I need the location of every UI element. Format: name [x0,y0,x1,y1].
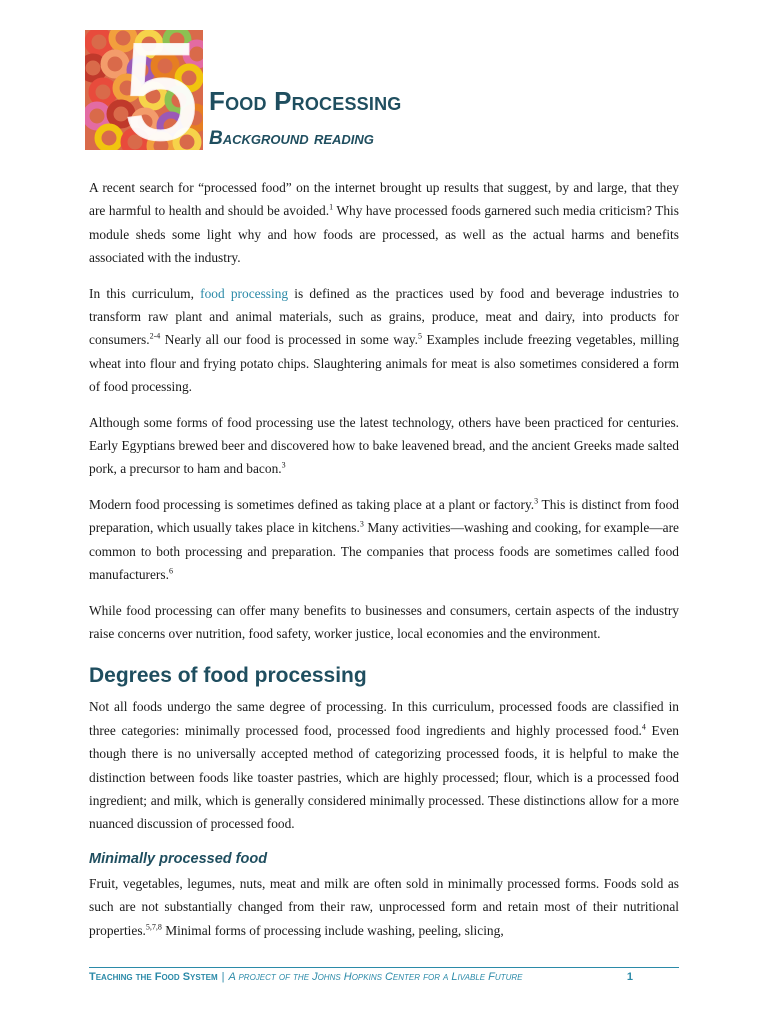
body-paragraph [89,493,679,587]
text-run: Not all foods undergo the same degree of processing. In this curriculum, processed foods are classified in three categories: minimally processed food, processed food ingredients and highly processed food. [89,699,679,738]
text-run: Why have processed foods garnered such media criticism? This module sheds some light why and how foods are processed, as well as the actual harms and benefits associated with the industry. [89,203,679,266]
citation-superscript: 5 [417,331,422,341]
body-paragraph [89,599,679,646]
text-run: This is distinct from food preparation, which usually takes place in kitchens. [89,496,679,536]
citation-superscript: 1 [329,202,334,212]
cereal-ring [92,81,114,103]
citation-superscript: 3 [281,461,286,470]
text-run: Minimal forms of processing include washing, peeling, slicing, [161,922,504,938]
chapter-subtitle: Background reading [209,128,374,149]
text-run: Many activities—washing and cooking, for example—are common to both processing and preparation. The companies that process foods are sometimes called food manufacturers. [89,520,679,583]
footer-separator: | [221,971,225,983]
body-paragraph [89,176,679,270]
body-paragraph [89,411,679,481]
subsection-heading: Minimally processed food [89,850,268,867]
citation-superscript: 4 [641,722,646,732]
intro-section [89,176,679,645]
text-run: Examples include freezing vegetables, milling wheat into flour and frying potato chips. Slaughtering animals for meat is also sometimes considered a form of food processing. [89,332,679,395]
cereal-ring [86,105,108,127]
text-run: Even though there is no universally accepted method of categorizing processed foods, it is helpful to make the distinction between foods like toaster pastries, which are highly processed; flour, which is a processed food ingredient; and milk, which is generally considered minimally processed. These distinctions allow for a more nuanced discussion of processed food. [89,722,679,832]
body-paragraph [89,282,679,399]
text-run: is defined as the practices used by food and beverage industries to transform raw plant and animal materials, such as grains, produce, meat and dairy, into products for consumers. [89,285,679,348]
text-run: Nearly all our food is processed in some way. [160,332,418,348]
citation-superscript: 6 [168,566,173,576]
footer-project-name: Teaching the Food System [89,971,218,983]
citation-superscript: 3 [534,496,539,506]
page-body [89,176,679,954]
chapter-number: 5 [123,15,200,169]
text-run: Modern food processing is sometimes defined as taking place at a plant or factory. [89,496,535,512]
text-run: A recent search for “processed food” on the internet brought up results that suggest, by and large, that they are harmful to health and should be avoided. [89,180,679,219]
text-run: Fruit, vegetables, legumes, nuts, meat and milk are often sold in minimally processed forms. Foods sold as such are not substantially changed from their raw, unprocessed form and retain most of their nutritional properties. [89,875,679,938]
citation-superscript: 2-4 [149,331,161,341]
page-footer [89,971,679,989]
footer-divider [89,967,679,968]
section-heading: Degrees of food processing [89,664,367,688]
text-run: While food processing can offer many benefits to businesses and consumers, certain aspects of the industry raise concerns over nutrition, food safety, worker justice, local economies and the environment. [89,602,679,641]
citation-superscript: 3 [359,519,364,529]
cereal-ring [88,31,110,53]
text-run: In this curriculum, [89,285,201,301]
chapter-title: Food Processing [209,86,402,116]
citation-superscript: 5,7,8 [145,922,162,932]
body-paragraph [89,872,679,942]
text-run: Although some forms of food processing use the latest technology, others have been practiced for centuries. Early Egyptians brewed beer and discovered how to bake leavened bread, and the ancient Greeks made salted pork, a precursor to ham and bacon. [89,414,679,477]
page-number: 1 [626,971,633,983]
defined-term: food processing [200,285,289,301]
cereal-ring [98,127,120,149]
body-paragraph [89,695,679,835]
chapter-header [85,15,685,169]
footer-center-name: A project of the Johns Hopkins Center for a Livable Future [228,971,523,983]
